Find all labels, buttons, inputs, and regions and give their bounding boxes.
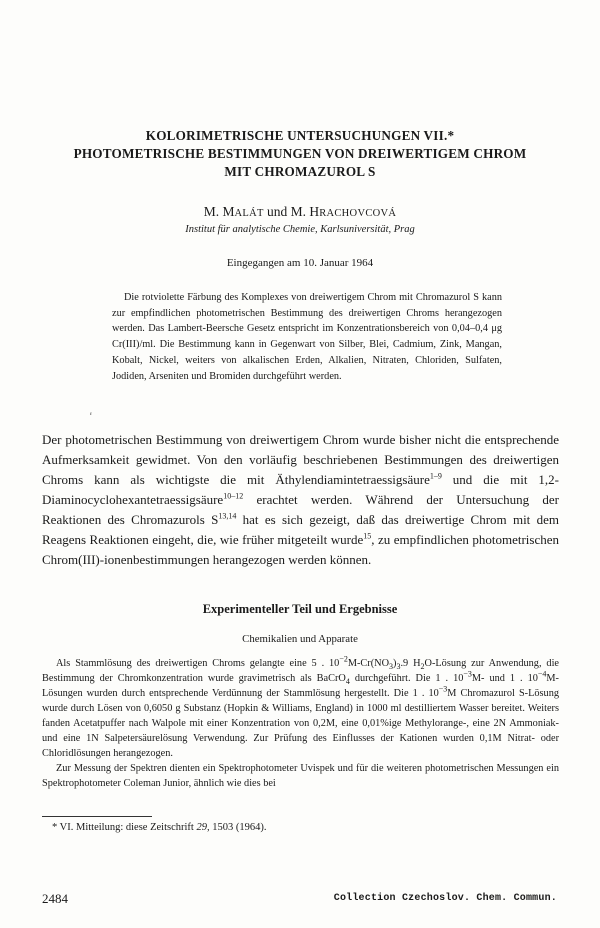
introduction-paragraph: [42, 430, 559, 570]
exponent: −4: [537, 669, 547, 679]
exp-text: M- und 1 . 10: [471, 673, 538, 684]
author-2-surname: RACHOVCOVÁ: [319, 208, 397, 219]
exp-text: ): [393, 658, 397, 669]
reference-superscript: 15: [363, 531, 372, 541]
stray-mark: ᵋ: [90, 410, 92, 419]
author-2-initial: M. H: [290, 204, 320, 219]
experimental-paragraph-2: Zur Messung der Spektren dienten ein Spektrophotometer Uvispek und für die weiteren photometrischen Messungen ein Spektrophotometer Coleman Junior, ähnlich wie dies bei: [42, 763, 559, 789]
author-conjunction: und: [263, 204, 291, 219]
page-number: 2484: [42, 891, 68, 906]
subscript: 2: [420, 662, 425, 672]
exp-text: durchgeführt. Die 1 . 10: [349, 673, 464, 684]
title-line-3: MIT CHROMAZUROL S: [224, 164, 376, 179]
exp-text: .9 H: [400, 658, 421, 669]
exp-text: Als Stammlösung des dreiwertigen Chroms gelangte eine 5 . 10: [56, 658, 340, 669]
exp-text: O-Lösung zur Anwendung, die Bestimmung der Chromkonzentration wurde gravimetrisch als BaCrO: [42, 658, 559, 684]
author-list: [40, 204, 560, 220]
footnote-divider: [42, 816, 152, 817]
reference-superscript: 13,14: [218, 511, 237, 521]
author-1-initial: M. M: [203, 204, 235, 219]
subscript: 4: [345, 677, 350, 687]
exponent: −3: [438, 684, 448, 694]
subsection-heading: Chemikalien und Apparate: [242, 633, 358, 645]
exp-text: M-Lösungen wurden durch entsprechende Verdünnung der Stammlösung hergestellt. Die 1 . 10: [42, 673, 559, 699]
exp-text: M-Cr(NO: [347, 658, 390, 669]
title-line-2: PHOTOMETRISCHE BESTIMMUNGEN VON DREIWERTIGEM CHROM: [73, 146, 527, 161]
footnote-volume: 29,: [196, 822, 210, 833]
intro-text: erachtet werden. Während der Untersuchung der Reaktionen des Chromazurols S: [42, 492, 559, 527]
institute-affiliation: Institut für analytische Chemie, Karlsuniversität, Prag: [185, 224, 415, 235]
subscript: 3: [389, 662, 394, 672]
journal-name: Collection Czechoslov. Chem. Commun.: [333, 893, 557, 904]
exp-text: M Chromazurol S-Lösung wurde durch Lösen von 0,6050 g Substanz (Hopkin & Williams, England) in 1000 ml destilliertem Wasser bereitet. Weiters fanden Acetatpuffer nach Walpole mit einer Konzentration von 0,2M, eine 0,01%ige Methylorange-, eine 2N Ammoniak- und eine 1N Salpetersäurelösung Verwendung. Zur Prüfung des Einflusses der Kationen wurden 0,1M Nitrat- oder Chloridlösungen herangezogen.: [42, 688, 559, 759]
experimental-section: [42, 656, 559, 791]
intro-text: Der photometrischen Bestimmung von dreiwertigem Chrom wurde bisher nicht die entsprechende Aufmerksamkeit gewidmet. Von den vorläufig beschriebenen Bestimmungen des dreiwertigen Chroms kann als wichtigste die mit Äthylendiamintetraessigsäure: [42, 432, 559, 487]
intro-text: hat es sich gezeigt, daß das dreiwertige Chrom mit dem Reagens Reaktionen eingeht, die, wie früher mitgeteilt wurde: [42, 512, 559, 547]
author-1-surname: ALÁT: [234, 208, 264, 219]
intro-text: , zu empfindlichen photometrischen Chrom(III)-ionenbestimmungen herangezogen werden können.: [42, 532, 559, 567]
reference-superscript: 10–12: [223, 491, 244, 501]
abstract: Die rotviolette Färbung des Komplexes von dreiwertigem Chrom mit Chromazurol S kann zur empfindlichen photometrischen Bestimmung des dreiwertigen Chroms herangezogen werden. Das Lambert-Beersche Gesetz entspricht im Konzentrationsbereich von 0,04–0,4 μg Cr(III)/ml. Die Bestimmung kann in Gegenwart von Silber, Blei, Cadmium, Zink, Mangan, Kobalt, Nickel, weiters von alkalischen Erden, Alkalien, Nitraten, Chloriden, Sulfaten, Jodiden, Arseniten und Bromiden durchgeführt werden.: [112, 292, 502, 382]
reference-superscript: 1–9: [429, 471, 442, 481]
experimental-paragraph-1: [42, 656, 559, 761]
section-heading: Experimenteller Teil und Ergebnisse: [202, 602, 398, 616]
subscript: 3: [396, 662, 401, 672]
exponent: −3: [463, 669, 472, 679]
footnote-text: * VI. Mitteilung: diese Zeitschrift: [52, 822, 197, 833]
intro-text: und die mit 1,2-Diaminocyclohexantetraessigsäure: [42, 472, 560, 507]
footnote: [52, 822, 266, 833]
received-date: Eingegangen am 10. Januar 1964: [226, 257, 374, 269]
exponent: −2: [339, 654, 348, 664]
footnote-text: 1503 (1964).: [209, 822, 267, 833]
article-title: [40, 127, 560, 181]
title-line-1: KOLORIMETRISCHE UNTERSUCHUNGEN VII.*: [145, 128, 455, 143]
